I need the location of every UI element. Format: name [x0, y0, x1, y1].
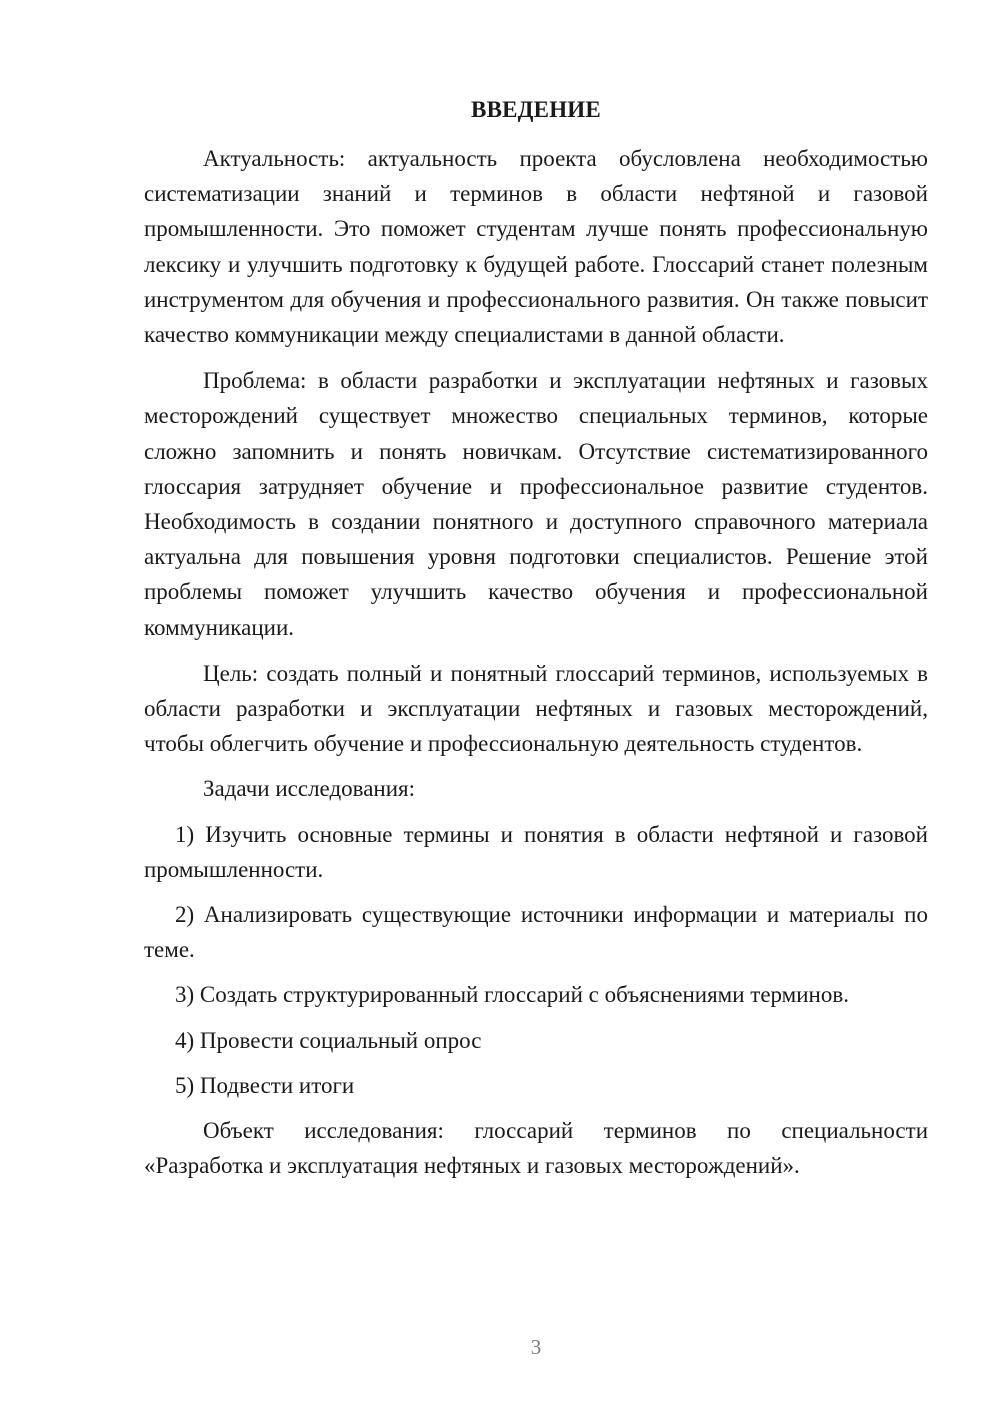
- list-item-task-3: 3) Создать структурированный глоссарий с объяснениями терминов.: [175, 982, 849, 1008]
- paragraph-relevance: Актуальность: актуальность проекта обусловлена необходимостью систематизации знаний и терминов в области нефтяной и газовой промышленности. Это поможет студентам лучше понять профессиональную лексику и улучшить подготовку к будущей работе. Глоссарий станет полезным инструментом для обучения и профессионального развития. Он также повысит качество коммуникации между специалистами в данной области.: [144, 146, 928, 348]
- paragraph-problem: Проблема: в области разработки и эксплуатации нефтяных и газовых месторождений существует множество специальных терминов, которые сложно запомнить и понять новичкам. Отсутствие систематизированного глоссария затрудняет обучение и профессиональное развитие студентов. Необходимость в создании понятного и доступного справочного материала актуальна для повышения уровня подготовки специалистов. Решение этой проблемы поможет улучшить качество обучения и профессиональной коммуникации.: [144, 368, 928, 640]
- list-item-task-1: 1) Изучить основные термины и понятия в области нефтяной и газовой промышленности.: [144, 821, 928, 882]
- page-title: ВВЕДЕНИЕ: [471, 97, 601, 122]
- paragraph-object: Объект исследования: глоссарий терминов по специальности «Разработка и эксплуатация нефтяных и газовых месторождений».: [144, 1118, 928, 1179]
- list-item-task-2: 2) Анализировать существующие источники информации и материалы по теме.: [144, 902, 928, 963]
- paragraph-goal: Цель: создать полный и понятный глоссарий терминов, используемых в области разработки и эксплуатации нефтяных и газовых месторождений, чтобы облегчить обучение и профессиональную деятельность студентов.: [144, 660, 928, 757]
- document-body: [144, 141, 928, 1183]
- list-item-task-5: 5) Подвести итоги: [175, 1072, 355, 1098]
- paragraph-tasks-heading: Задачи исследования:: [203, 776, 416, 802]
- page-number: 3: [530, 1335, 542, 1359]
- list-item-task-4: 4) Провести социальный опрос: [175, 1027, 482, 1053]
